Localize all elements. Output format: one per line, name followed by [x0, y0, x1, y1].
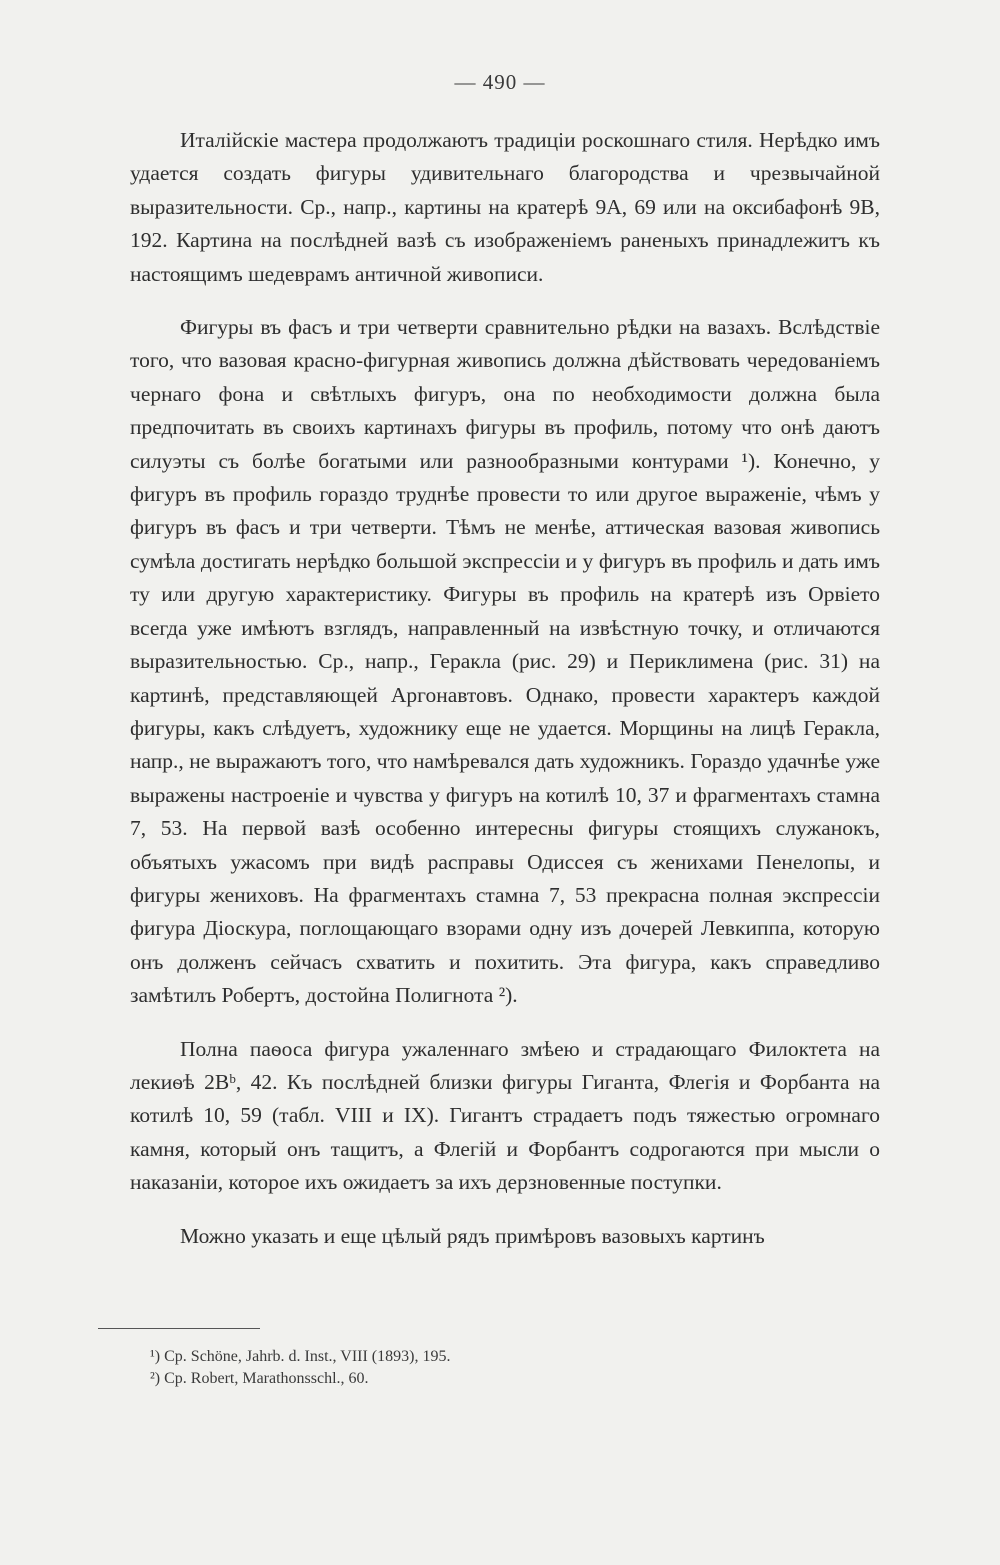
- main-text: [130, 124, 880, 1253]
- paragraph-1: Италійскіе мастера продолжаютъ традиціи роскошнаго стиля. Нерѣдко имъ удается создать фигуры удивительнаго благородства и чрезвычайной выразительности. Ср., напр., картины на кратерѣ 9А, 69 или на оксибафонѣ 9В, 192. Картина на послѣдней вазѣ съ изображеніемъ раненыхъ принадлежитъ къ настоящимъ шедеврамъ античной живописи.: [130, 128, 880, 286]
- paragraph-4: Можно указать и еще цѣлый рядъ примѣровъ вазовыхъ картинъ: [180, 1223, 765, 1248]
- footnotes: [150, 1346, 850, 1390]
- paragraph-2: Фигуры въ фасъ и три четверти сравнительно рѣдки на вазахъ. Вслѣдствіе того, что вазовая красно-фигурная живопись должна дѣйствовать чередованіемъ чернаго фона и свѣтлыхъ фигуръ, она по необходимости должна была предпочитать въ своихъ картинахъ фигуры въ профиль, потому что онѣ даютъ силуэты съ болѣе богатыми или разнообразными контурами ¹). Конечно, у фигуръ въ профиль гораздо труднѣе провести то или другое выраженіе, чѣмъ у фигуръ въ фасъ и три четверти. Тѣмъ не менѣе, аттическая вазовая живопись сумѣла достигать нерѣдко большой экспрессіи и у фигуръ въ профиль и дать имъ ту или другую характеристику. Фигуры въ профиль на кратерѣ изъ Орвіето всегда уже имѣютъ взглядъ, направленный на извѣстную точку, и отличаются выразительностью. Ср., напр., Геракла (рис. 29) и Периклимена (рис. 31) на картинѣ, представляющей Аргонавтовъ. Однако, провести характеръ каждой фигуры, какъ слѣдуетъ, художнику еще не удается. Морщины на лицѣ Геракла, напр., не выражаютъ того, что намѣревался дать художникъ. Гораздо удачнѣе уже выражены настроеніе и чувства у фигуръ на котилѣ 10, 37 и фрагментахъ стамна 7, 53. На первой вазѣ особенно интересны фигуры стоящихъ служанокъ, объятыхъ ужасомъ при видѣ расправы Одиссея съ женихами Пенелопы, и фигуры жениховъ. На фрагментахъ стамна 7, 53 прекрасна полная экспрессіи фигура Діоскура, поглощающаго взорами одну изъ дочерей Левкиппа, которую онъ долженъ сейчасъ схватить и похитить. Эта фигура, какъ справедливо замѣтилъ Робертъ, достойна Полигнота ²).: [130, 315, 880, 1008]
- footnote-2: ²) Cp. Robert, Marathonsschl., 60.: [150, 1370, 369, 1387]
- paragraph-3: Полна паѳоса фигура ужаленнаго змѣею и страдающаго Филоктета на лекиѳѣ 2Вᵇ, 42. Къ послѣдней близки фигуры Гиганта, Флегія и Форбанта на котилѣ 10, 59 (табл. VIII и IX). Гигантъ страдаетъ подъ тяжестью огромнаго камня, который онъ тащитъ, а Флегій и Форбантъ содрогаются при мысли о наказаніи, которое ихъ ожидаетъ за ихъ дерзновенные поступки.: [130, 1036, 880, 1195]
- footnote-1: ¹) Ср. Schöne, Jahrb. d. Inst., VIII (1893), 195.: [150, 1348, 451, 1365]
- footnote-divider: [98, 1328, 260, 1329]
- page-number: — 490 —: [454, 70, 546, 94]
